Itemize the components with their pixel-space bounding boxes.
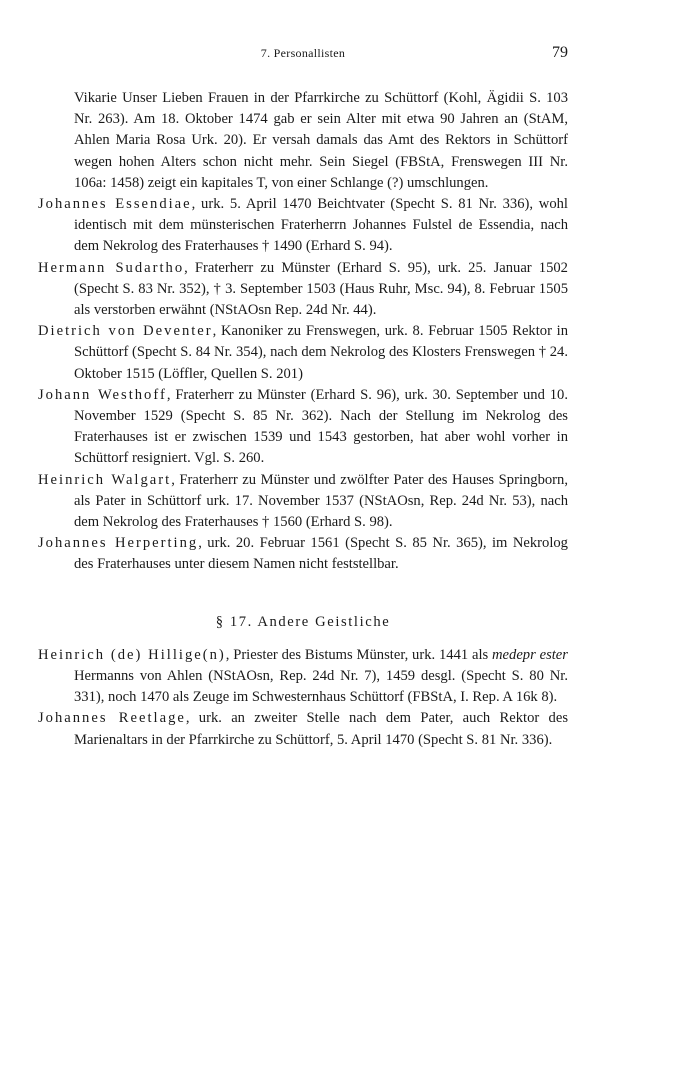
entry-italic-term: medepr ester [492,646,568,663]
entry-text: , Kanoniker zu Frenswegen, urk. 8. Februar 1505 Rektor in Schüttorf (Specht S. 84 Nr. 354), nach dem Nekrolog des Klosters Frenswegen † 24. Oktober 1515 (Löffler, Quellen S. 201) [74,323,569,382]
entry-name: Johannes Herperting [38,535,199,552]
entry-johannes-reetlage [38,708,568,750]
entry-dietrich-von-deventer [38,321,568,385]
entry-heinrich-walgart [38,470,568,534]
entry-name: Hermann Sudartho [38,259,185,276]
entry-johann-westhoff [38,385,568,470]
running-title: 7. Personallisten [260,46,346,60]
entry-heinrich-hillige [38,645,568,709]
section-heading: § 17. Andere Geistliche [215,613,391,630]
entry-text: , Fraterherr zu Münster (Erhard S. 95), urk. 25. Januar 1502 (Specht S. 83 Nr. 352), † 3. September 1503 (Haus Ruhr, Msc. 94), 8. Februar 1505 als verstorben erwähnt (NStAOsn Rep. 24d Nr. 44). [74,259,568,319]
entry-name: Dietrich von Deventer [38,323,213,340]
entry-text: , urk. 5. April 1470 Beichtvater (Specht S. 81 Nr. 336), wohl identisch mit dem münsterischen Fraterherrn Johannes Fulstel de Essendia, nach dem Nekrolog des Fraterhauses † 1490 (Erhard S. 94). [74,196,568,255]
entry-hermann-sudartho [38,258,568,322]
entry-name: Johannes Essendiae [38,196,192,213]
entry-text: , Fraterherr zu Münster und zwölfter Pater des Hauses Springborn, als Pater in Schüttorf urk. 17. November 1537 (NStAOsn, Rep. 24d Nr. 53), nach dem Nekrolog des Fraterhauses † 1560 (Erhard S. 98). [74,471,568,531]
entry-name: Johannes Reetlage [38,710,186,727]
entry-name: Heinrich (de) Hillige(n) [38,646,226,663]
entry-johannes-essendiae [38,194,568,258]
entry-text: , Fraterherr zu Münster (Erhard S. 96), urk. 30. September und 10. November 1529 (Specht S. 85 Nr. 362). Nach der Stellung im Nekrolog des Fraterhauses ist er zwischen 1539 und 1543 gestorben, hat aber wohl vorher in Schüttorf resigniert. Vgl. S. 260. [74,386,568,467]
entry-text: , Priester des Bistums Münster, urk. 1441 als [225,646,493,663]
page-number: 79 [552,44,568,61]
body-text [38,88,568,751]
entry-text: , urk. 20. Februar 1561 (Specht S. 85 Nr. 365), im Nekrolog des Fraterhauses unter diesem Namen nicht feststellbar. [74,535,568,573]
running-head [38,44,568,64]
entry-johannes-herperting [38,533,568,575]
continuation-paragraph: Vikarie Unser Lieben Frauen in der Pfarrkirche zu Schüttorf (Kohl, Ägidii S. 103 Nr. 263). Am 18. Oktober 1474 gab er sein Alter mit etwa 90 Jahren an (StAM, Ahlen Maria Rosa Urk. 20). Er versah damals das Amt des Rektors in Schüttorf wegen hohen Alters schon nicht mehr. Sein Siegel (FBStA, Frenswegen III Nr. 106a: 1458) zeigt ein kapitales T, von einer Schlange (?) umschlungen. [74,90,568,191]
entry-name: Heinrich Walgart [38,471,172,488]
entry-text: , urk. an zweiter Stelle nach dem Pater, auch Rektor des Marienaltars in der Pfarrkirche zu Schüttorf, 5. April 1470 (Specht S. 81 Nr. 336). [74,710,568,748]
entry-text: Hermanns von Ahlen (NStAOsn, Rep. 24d Nr. 7), 1459 desgl. (Specht S. 80 Nr. 331), noch 1470 als Zeuge im Schwesternhaus Schüttorf (FBStA, I. Rep. A 16k 8). [74,668,568,706]
entry-name: Johann Westhoff [38,386,167,403]
